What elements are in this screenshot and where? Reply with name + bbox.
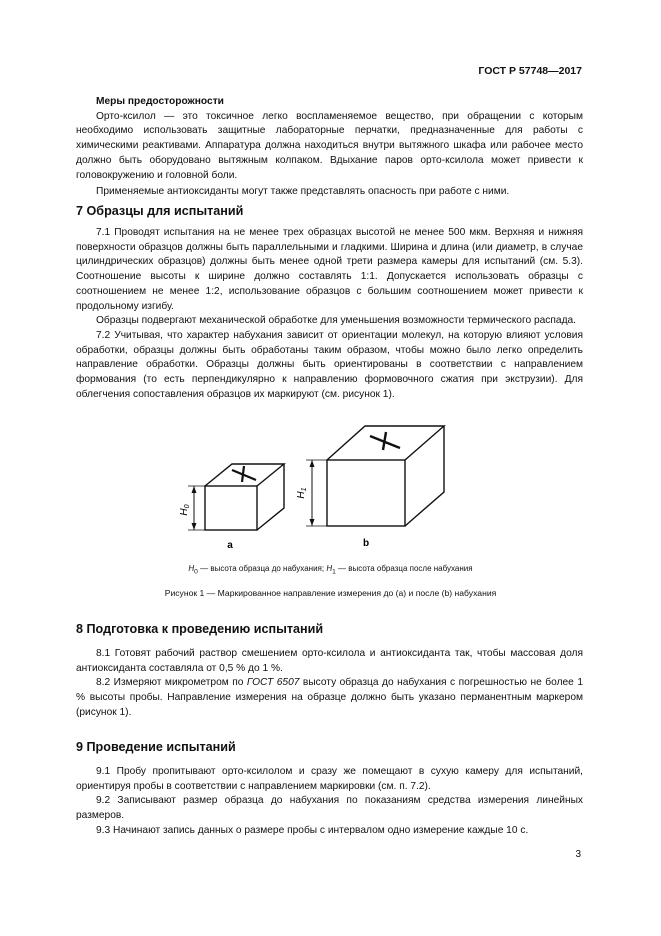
cube-b-mark [370,432,400,450]
h0-label: $H_0$ [179,504,191,516]
cube-a-side [257,464,284,530]
section-7 [76,203,583,402]
paragraph-9-3: 9.3 Начинают запись данных о размере пробы с интервалом одно измерение каждые 10 с. [96,824,529,836]
paragraph-7-1-b: Образцы подвергают механической обработке для уменьшения возможности термического распада. [96,315,577,327]
section-8 [76,621,583,721]
paragraph-8-1: 8.1 Готовят рабочий раствор смешением орто-ксилола и антиоксиданта так, чтобы массовая доля антиоксиданта составляла от 0,5 % до 1 %. [76,648,583,674]
page-number: 3 [575,849,581,860]
figure-1-drawing [150,422,510,582]
cube-a-front [205,486,257,530]
precautions-paragraph-2: Применяемые антиоксиданты могут также представлять опасность при работе с ними. [96,186,510,198]
figure-caption: Рисунок 1 — Маркированное направление измерения до (а) и после (b) набухания [164,588,497,598]
precautions-block [76,95,583,200]
precautions-title: Меры предосторожности [96,96,224,107]
document-header: ГОСТ Р 57748—2017 [478,65,582,77]
precautions-paragraph: Орто-ксилол — это токсичное легко воспламеняемое вещество, при обращении с которым необходимо использовать защитные лабораторные перчатки, предназначенные для работы с химическими реактивами. Аппаратура должна находиться внутри вытяжного шкафа или рабочее место должно быть оборудовано вытяжным колпаком. Вдыхание паров орто-ксилола может привести к головокружению и головной боли. [76,110,583,181]
figure-label-a: а [227,540,233,551]
gost-reference: ГОСТ 6507 [246,677,300,689]
paragraph-7-1: 7.1 Проводят испытания на не менее трех образцах высотой не менее 500 мкм. Верхняя и нижняя поверхности образцов должны быть параллельными и гладкими. Ширина и длина (или диаметр, в случае цилиндрических образцов) должны быть менее одной трети размера камеры для испытаний (см. 5.3). Соотношение высоты к ширине должно составлять 1:1. Допускается использовать образцы с соотношением не менее 1:2, использование образцов с большим соотношением может привести к продольному изгибу. [76,227,583,312]
section-9-title: 9 Проведение испытаний [76,740,236,754]
cube-b-front [327,460,405,526]
section-7-title: 7 Образцы для испытаний [76,204,244,218]
h1-label: $H_1$ [296,487,308,499]
figure-legend: $H_0$ — высота образца до набухания; $H_1$ — высота образца после набухания [188,564,473,576]
paragraph-9-2: 9.2 Записывают размер образца до набухания по показаниям средства измерения линейных размеров. [76,795,583,822]
section-9 [76,739,583,839]
paragraph-8-2: 8.2 Измеряют микрометром по ГОСТ 6507 высоту образца до набухания с погрешностью не более 1 % высоты пробы. Направление измерения на образце должно быть указано перманентным маркером (рисунок 1). [76,677,583,718]
figure-label-b: b [362,538,370,549]
paragraph-9-1: 9.1 Пробу пропитывают орто-ксилолом и сразу же помещают в сухую камеру для испытаний, ориентируя пробы в соответствии с направлением маркировки (см. п. 7.2). [76,766,583,792]
figure-1 [150,422,510,582]
paragraph-7-2: 7.2 Учитывая, что характер набухания зависит от ориентации молекул, на которую влияют условия обработки, образцы должны быть обработаны таким образом, чтобы можно было легко определить направление обработки. Образцы должны быть ориентированы в соответствии с направлением формования (то есть перпендикулярно к направлению формовочного сжатия при экструзии). Для облегчения сопоставления образцов их маркируют (см. рисунок 1). [76,329,583,400]
cube-a-mark [232,466,256,482]
cube-b-side [405,426,444,526]
section-8-title: 8 Подготовка к проведению испытаний [76,622,324,636]
